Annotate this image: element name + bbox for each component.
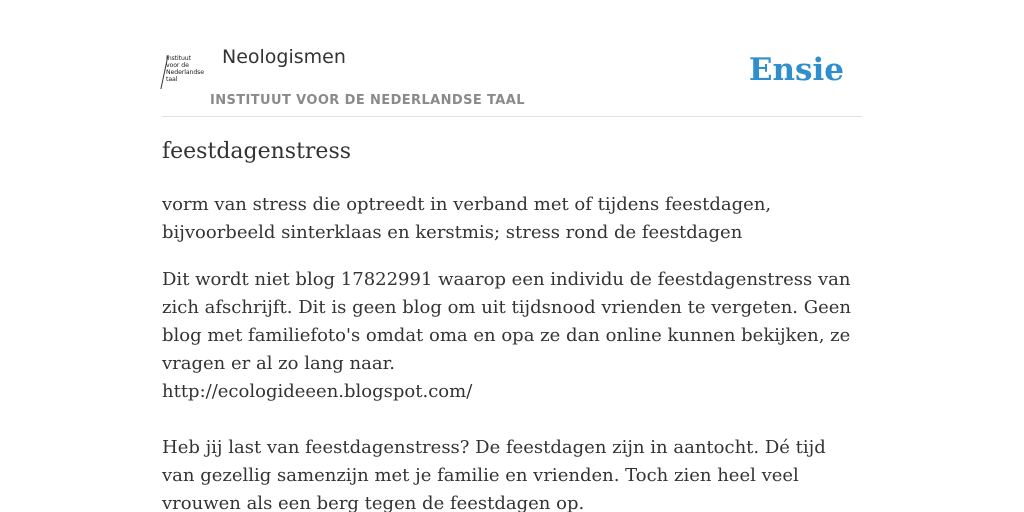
logo-text: Instituut voor de Nederlandse taal bbox=[166, 55, 205, 83]
site-subtitle: INSTITUUT VOOR DE NEDERLANDSE TAAL bbox=[210, 93, 525, 108]
example-source-link[interactable]: http://ecologideeen.blogspot.com/ bbox=[162, 381, 473, 402]
example-quote-2: Heb jij last van feestdagenstress? De feestdagen zijn in aantocht. Dé tijd van gezellig samenzijn met je familie en vrienden. Toch zien heel veel vrouwen als een berg tegen de feestdagen op. bbox=[162, 437, 826, 512]
ivdnt-logo[interactable] bbox=[166, 55, 210, 89]
example-quote-1: Dit wordt niet blog 17822991 waarop een individu de feestdagenstress van zich afschrijft. Dit is geen blog om uit tijdsnood vrienden te vergeten. Geen blog met familiefoto's omdat oma en opa ze dan online kunnen bekijken, ze vragen er al zo lang naar. bbox=[162, 269, 852, 374]
entry-term: feestdagenstress bbox=[162, 139, 352, 164]
entry-definition: vorm van stress die optreedt in verband met of tijdens feestdagen, bijvoorbeeld sinterklaas en kerstmis; stress rond de feestdagen bbox=[162, 194, 772, 243]
ensie-brand-logo[interactable]: Ensie bbox=[748, 52, 844, 88]
site-title[interactable]: Neologismen bbox=[222, 46, 346, 68]
entry-content bbox=[162, 139, 862, 512]
page-header bbox=[162, 40, 862, 117]
entry-examples bbox=[162, 266, 862, 512]
example-spacer bbox=[162, 406, 862, 434]
